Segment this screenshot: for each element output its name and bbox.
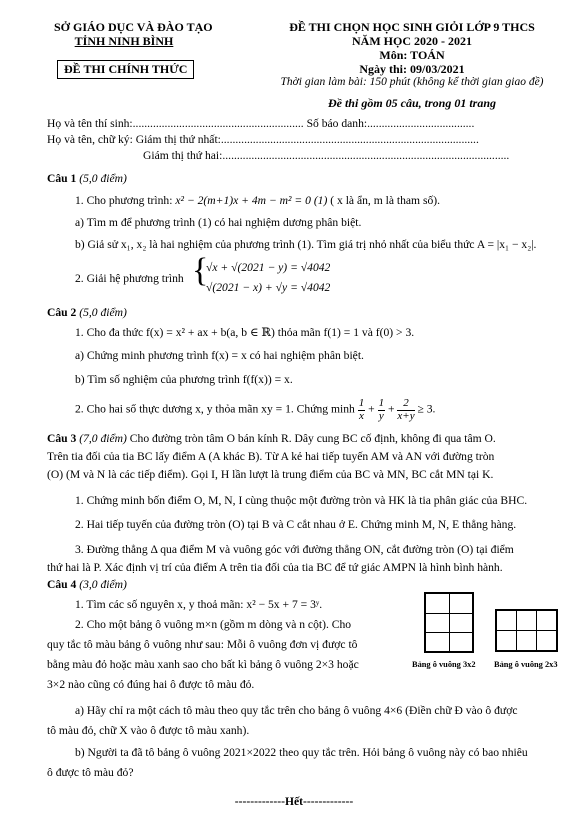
grid-2x3-figure (495, 609, 558, 652)
q3-part2: 2. Hai tiếp tuyến của đường tròn (O) tại B và C cắt nhau ở E. Chứng minh M, N, E thẳng hàng. (75, 518, 517, 531)
q4-part-a2: tô màu đỏ, chữ X vào ô được tô màu xanh). (47, 724, 250, 737)
school-year: NĂM HỌC 2020 - 2021 (352, 34, 472, 48)
q1-part-a: a) Tìm m để phương trình (1) có hai nghiệm dương phân biệt. (75, 216, 362, 229)
q4-heading (47, 578, 127, 591)
grid-3x2-figure (424, 592, 474, 653)
proctor2-line: Giám thị thứ hai:................................................................................................... (143, 149, 510, 162)
q4-points: (3,0 điểm) (79, 578, 127, 591)
q3-intro2: Trên tia đối của tia BC lấy điểm A (A khác B). Từ A kẻ hai tiếp tuyến AM và AN với đường tròn (47, 450, 495, 463)
system-eq2: √(2021 − x) + √y = √4042 (206, 281, 331, 294)
q4-part2b: quy tắc tô màu bảng ô vuông như sau: Mỗi ô vuông đơn vị được tô (47, 638, 358, 651)
exam-date: Ngày thi: 09/03/2021 (359, 62, 465, 76)
q4-part-b2: ô được tô màu đỏ? (47, 766, 134, 779)
q3-points: (7,0 điểm) (79, 432, 127, 445)
q2-p2-tail: ≥ 3. (417, 402, 436, 416)
system-eq1: √x + √(2021 − y) = √4042 (206, 261, 331, 274)
candidate-name-line: Họ và tên thí sinh:........................................................... Số báo danh:..................................... (47, 117, 475, 130)
q3-part1: 1. Chứng minh bốn điểm O, M, N, I cùng thuộc một đường tròn và HK là tia phân giác của BHC. (75, 494, 528, 507)
fraction-1 (358, 398, 366, 422)
fraction-3 (397, 398, 414, 422)
q1-heading (47, 172, 127, 185)
fraction-3-num: 2 (397, 398, 414, 411)
q1-p1-equation: x² − 2(m+1)x + 4m − m² = 0 (1) (175, 194, 328, 207)
q4-part2a: 2. Cho một bảng ô vuông m×n (gồm m dòng và n cột). Cho (75, 618, 352, 631)
proctor1-line: Họ và tên, chữ ký: Giám thị thứ nhất:......................................................................................... (47, 133, 479, 146)
q3-intro1: Cho đường tròn tâm O bán kính R. Dây cung BC cố định, không đi qua tâm O. (126, 432, 496, 445)
q2-heading (47, 306, 127, 319)
q2-p2-lead: 2. Cho hai số thực dương x, y thỏa mãn xy = 1. Chứng minh (75, 402, 358, 416)
subject: Môn: TOÁN (379, 48, 445, 62)
q4-part-b1: b) Người ta đã tô bảng ô vuông 2021×2022 theo quy tắc trên. Hỏi bảng ô vuông này có bao nhiêu (75, 746, 528, 759)
q4-part2d: 3×2 nào cũng có đúng hai ô được tô màu đỏ. (47, 678, 255, 691)
q2-part-b: b) Tìm số nghiệm của phương trình f(f(x)) = x. (75, 373, 293, 386)
q4-part-a1: a) Hãy chỉ ra một cách tô màu theo quy tắc trên cho bảng ô vuông 4×6 (Điền chữ Đ vào ô được (75, 704, 518, 717)
grid-caption-3x2: Bảng ô vuông 3x2 (412, 660, 476, 669)
fraction-2-num: 1 (378, 397, 385, 409)
time-note: Thời gian làm bài: 150 phút (không kể thời gian giao đề) (280, 76, 544, 88)
fraction-3-den: x+y (397, 409, 415, 422)
q4-part2c: bằng màu đỏ hoặc màu xanh sao cho bất kì bảng ô vuông 2×3 hoặc (47, 658, 359, 671)
grid-caption-2x3: Bảng ô vuông 2x3 (494, 660, 558, 669)
q3-line1 (47, 432, 496, 445)
q1-p1-tail: ( x là ẩn, m là tham số). (327, 194, 441, 207)
q1-part1 (75, 194, 440, 207)
fraction-1-den: x (359, 409, 364, 422)
fraction-2-den: y (378, 409, 384, 422)
exam-title: ĐỀ THI CHỌN HỌC SINH GIỎI LỚP 9 THCS (289, 20, 535, 34)
system-brace-icon: { (192, 252, 209, 289)
official-exam-box: ĐỀ THI CHÍNH THỨC (57, 60, 194, 79)
q1-part-b: b) Giả sử x₁, x₂ là hai nghiệm của phương trình (1). Tìm giá trị nhỏ nhất của biểu thức A = |x₁ − x₂|. (75, 238, 537, 251)
q1-title: Câu 1 (47, 172, 77, 185)
q2-part2: 2. Cho hai số thực dương x, y thỏa mãn xy = 1. Chứng minh $\frac{1}{x}$ + $\frac{1}{y}$ + $\frac{2}{x+y}$ ≥ 3. (75, 397, 436, 422)
q3-intro3: (O) (M và N là các tiếp điểm). Gọi I, H lần lượt là trung điểm của BC và MN, BC cắt MN tại K. (47, 468, 494, 481)
q1-points: (5,0 điểm) (79, 172, 127, 185)
q3-title: Câu 3 (47, 432, 77, 445)
q4-title: Câu 4 (47, 578, 77, 591)
q3-part3a: 3. Đường thẳng Δ qua điểm M và vuông góc với đường thẳng ON, cắt đường tròn (O) tại điểm (75, 543, 514, 556)
fraction-1-num: 1 (358, 397, 365, 409)
end-marker: -------------Hết------------- (234, 795, 354, 808)
q1-p1-lead: 1. Cho phương trình: (75, 194, 176, 207)
province-name: TỈNH NINH BÌNH (74, 34, 174, 48)
department-name: SỞ GIÁO DỤC VÀ ĐÀO TẠO (54, 20, 213, 34)
q2-points: (5,0 điểm) (79, 306, 127, 319)
exam-summary: Đề thi gồm 05 câu, trong 01 trang (327, 96, 497, 110)
q3-part3b: thứ hai là P. Xác định vị trí của điểm A trên tia đối của tia BC để tứ giác AMPN là hình bình hành. (47, 561, 503, 574)
q4-part1: 1. Tìm các số nguyên x, y thoả mãn: x² − 5x + 7 = 3ʸ. (75, 598, 323, 611)
q1-part2-lead: 2. Giải hệ phương trình (75, 272, 184, 285)
fraction-2 (378, 398, 386, 422)
q2-part1: 1. Cho đa thức f(x) = x² + ax + b(a, b ∈ ℝ) thỏa mãn f(1) = 1 và f(0) > 3. (75, 326, 415, 339)
q2-part-a: a) Chứng minh phương trình f(x) = x có hai nghiệm phân biệt. (75, 349, 364, 362)
q2-title: Câu 2 (47, 306, 77, 319)
